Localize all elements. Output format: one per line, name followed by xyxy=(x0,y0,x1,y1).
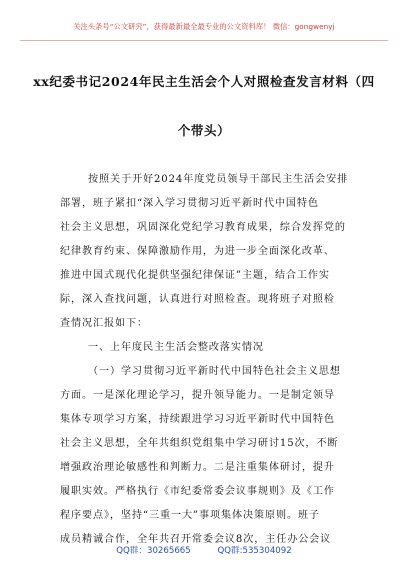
body-line: 推进中国式现代化提供坚强纪律保证”主题，结合工作实 xyxy=(60,270,330,281)
document-title-line-2: 个带头） xyxy=(177,123,231,138)
header-divider xyxy=(20,40,388,41)
body-line: 集体专项学习方案，持续跟进学习习近平新时代中国特色 xyxy=(60,414,335,425)
footer-qq-group-1: QQ群：30265665 xyxy=(116,546,191,556)
body-line: 成员精诚合作，全年共召开常委会议8次，主任办公会议 xyxy=(60,534,332,545)
body-line: 方面。一是深化理论学习，提升领导能力。一是制定领导 xyxy=(60,390,335,401)
subsection-heading: （一）学习贯彻习近平新时代中国特色社会主义思想 xyxy=(88,366,341,377)
body-line: 社会主义思想，全年共组织党组集中学习研讨15次，不断 xyxy=(60,438,339,449)
document-title-line-1: xx纪委书记2024年民主生活会个人对照检查发言材料（四 xyxy=(33,74,375,89)
body-line: 纪律教育约束、保障激励作用，为进一步全面深化改革、 xyxy=(60,246,335,257)
body-line: 履职实效。严格执行《市纪委常委会议事规则》及《工作 xyxy=(60,486,335,497)
body-line: 按照关于开好2024年度党员领导干部民主生活会安排 xyxy=(88,174,349,185)
body-line: 查情况汇报如下： xyxy=(60,318,148,329)
footer-qq-group-2: QQ群:535304092 xyxy=(217,546,292,556)
footer-contact xyxy=(0,544,408,556)
body-line: 增强政治理论敏感性和判断力。二是注重集体研讨，提升 xyxy=(60,462,335,473)
body-line: 程序要点》，坚持“三重一大”事项集体决策原则。班子 xyxy=(60,510,320,521)
section-heading: 一、上年度民主生活会整改落实情况 xyxy=(88,342,264,353)
header-banner: 关注头条号“公文研究”，获得最新最全最专业的公文资料库！ 微信：gongwenyj xyxy=(73,22,335,31)
body-line: 部署，班子紧扣“深入学习贯彻习近平新时代中国特色 xyxy=(60,198,319,209)
body-line: 际，深入查找问题，认真进行对照检查。现将班子对照检 xyxy=(60,294,335,305)
body-line: 社会主义思想，巩固深化党纪学习教育成果，综合发挥党的 xyxy=(60,222,346,233)
